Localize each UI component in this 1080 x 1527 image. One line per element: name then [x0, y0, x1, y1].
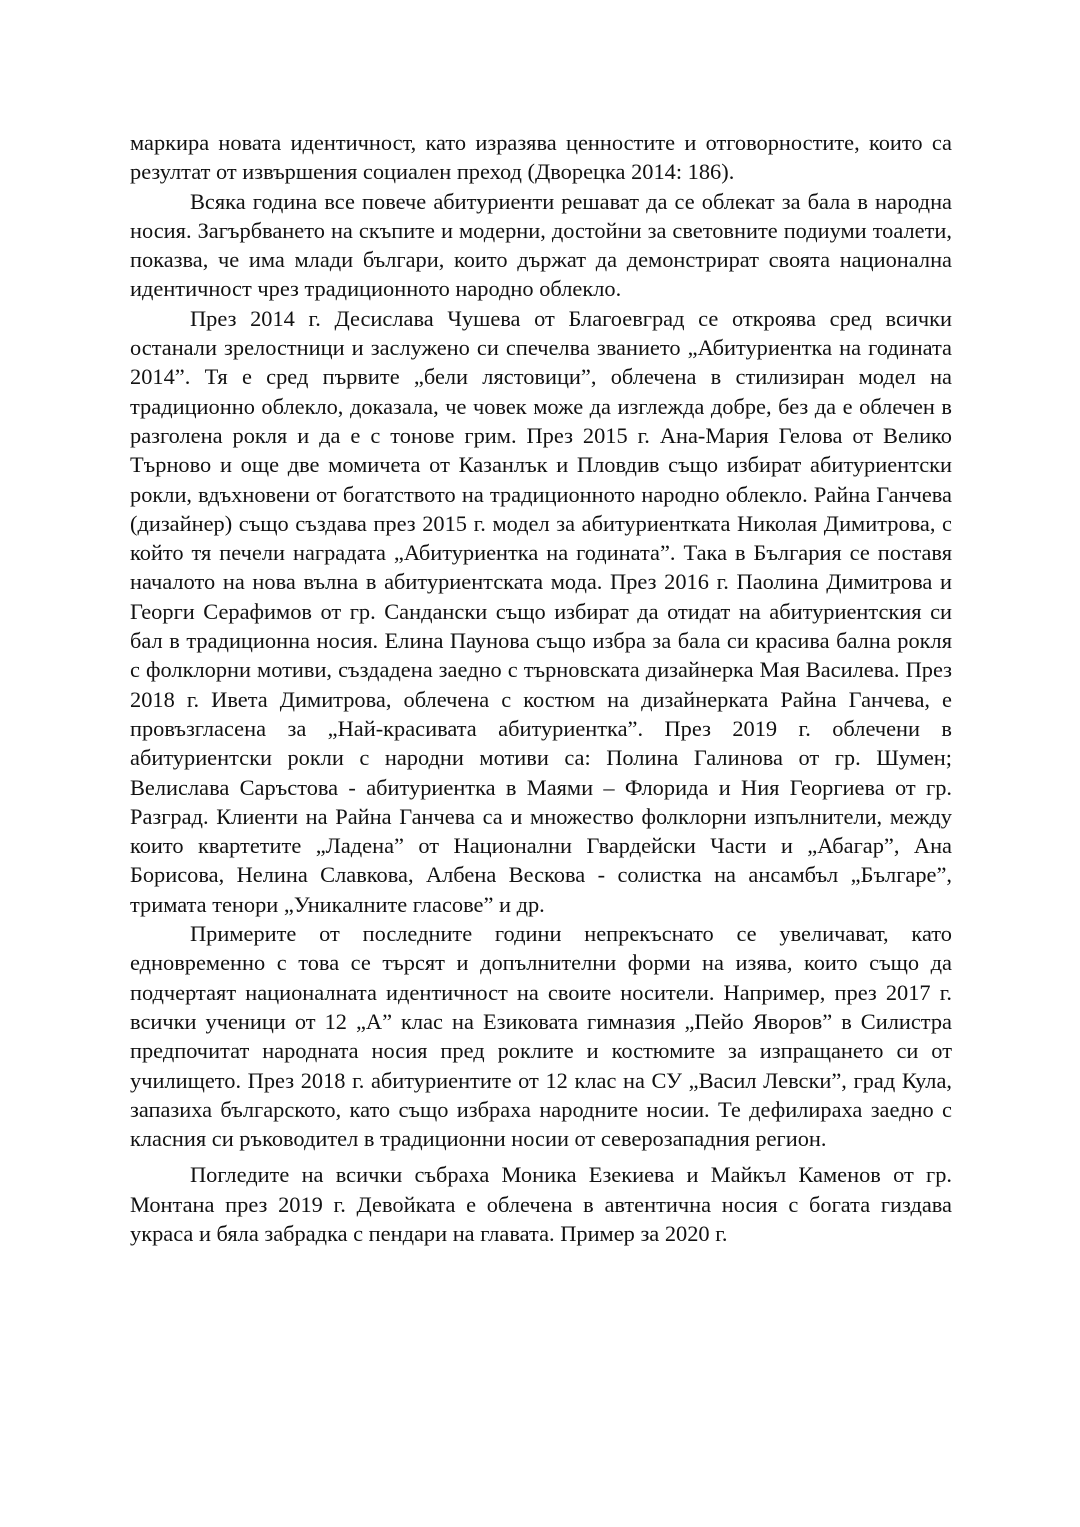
paragraph-5: Погледите на всички събраха Моника Езекиева и Майкъл Каменов от гр. Монтана през 2019 г. Девойката е облечена в автентична носия с богата гиздава украса и бяла забрадка с пендари на главата. Пример за 2020 г. [130, 1162, 952, 1246]
paragraph-2: Всяка година все повече абитуриенти решават да се облекат за бала в народна носия. Загърбването на скъпите и модерни, достойни за световните подиуми тоалети, показва, че има млади българи, които държат да демонстрират своята национална идентичност чрез традиционното народно облекло. [130, 188, 952, 302]
paragraph-4: Примерите от последните години непрекъснато се увеличават, като едновременно с това се търсят и допълнителни форми на изява, които също да подчертаят националната идентичност на своите носители. Например, през 2017 г. всички ученици от 12 „А” клас на Езиковата гимназия „Пейо Яворов” в Силистра предпочитат народната носия пред роклите и костюмите за изпращането си от училището. През 2018 г. абитуриентите от 12 клас на СУ „Васил Левски”, град Кула, запазиха българското, като също избраха народните носии. Те дефилираха заедно с класния си ръководител в традиционни носии от северозападния регион. [130, 921, 952, 1152]
paragraph-1: маркира новата идентичност, като изразява ценностите и отговорностите, които са резултат от извършения социален преход (Дворецка 2014: 186). [130, 130, 952, 185]
paragraph-3: През 2014 г. Десислава Чушева от Благоевград се откроява сред всички останали зрелостници и заслужено си спечелва званието „Абитуриентка на годината 2014”. Тя е сред първите „бели лястовици”, облечена в стилизиран модел на традиционно облекло, доказала, че човек може да изглежда добре, без да е облечен в разголена рокля и да е с тонове грим. През 2015 г. Ана-Мария Гелова от Велико Търново и още две момичета от Казанлък и Пловдив също избират абитуриентски рокли, вдъхновени от богатството на традиционното народно облекло. Райна Ганчева (дизайнер) също създава през 2015 г. модел за абитуриентката Николая Димитрова, с който тя печели наградата „Абитуриентка на годината”. Така в България се поставя началото на нова вълна в абитуриентската мода. През 2016 г. Паолина Димитрова и Георги Серафимов от гр. Сандански също избират да отидат на абитуриентския си бал в традиционна носия. Елина Паунова също избра за бала си красива бална рокля с фолклорни мотиви, създадена заедно с търновската дизайнерка Мая Василева. През 2018 г. Ивета Димитрова, облечена с костюм на дизайнерката Райна Ганчева, е провъзгласена за „Най-красивата абитуриентка”. През 2019 г. облечени в абитуриентски рокли с народни мотиви са: Полина Галинова от гр. Шумен; Велислава Саръстова - абитуриентка в Маями – Флорида и Ния Георгиева от гр. Разград. Клиенти на Райна Ганчева са и множество фолклорни изпълнители, между които квартетите „Ладена” от Национални Гвардейски Части и „Абагар”, Ана Борисова, Нелина Славкова, Албена Вескова - солистка на ансамбъл „Българе”, тримата тенори „Уникалните гласове” и др. [130, 305, 952, 917]
document-page [130, 128, 952, 1248]
